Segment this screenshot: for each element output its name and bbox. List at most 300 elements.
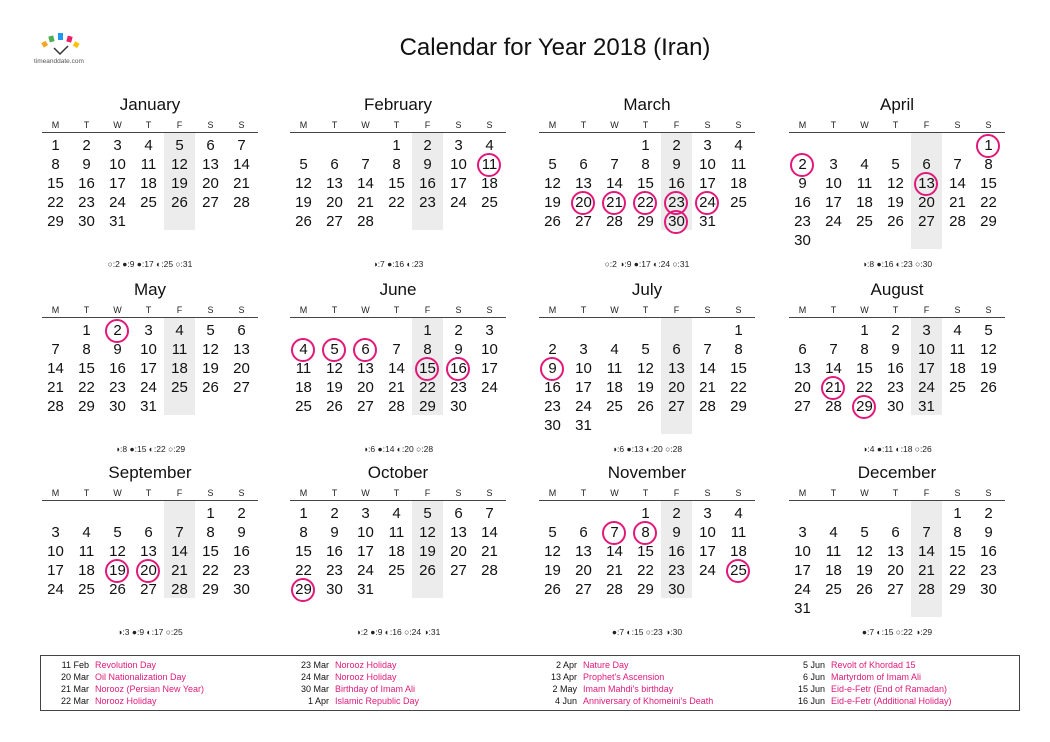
holiday-name: Islamic Republic Day bbox=[335, 696, 420, 706]
weekday-label: W bbox=[860, 488, 869, 498]
day-cell: 10 bbox=[825, 175, 842, 192]
day-cell: 14 bbox=[606, 175, 623, 192]
day-cell: 19 bbox=[419, 543, 436, 560]
day-cell: 11 bbox=[171, 341, 188, 358]
day-cell: 2 bbox=[330, 505, 339, 522]
header-divider bbox=[290, 317, 506, 318]
day-cell: 23 bbox=[450, 379, 467, 396]
day-cell: 21 bbox=[606, 194, 623, 211]
day-cell: 22 bbox=[388, 194, 405, 211]
day-cell: 8 bbox=[392, 156, 401, 173]
weekday-label: M bbox=[299, 488, 308, 498]
day-cell: 18 bbox=[949, 360, 966, 377]
day-cell: 12 bbox=[171, 156, 188, 173]
day-cell: 3 bbox=[113, 137, 122, 154]
weekday-label: S bbox=[704, 120, 711, 130]
day-cell: 13 bbox=[450, 524, 467, 541]
day-cell: 28 bbox=[233, 194, 250, 211]
weekday-label: M bbox=[548, 488, 557, 498]
weekday-label: W bbox=[361, 305, 370, 315]
day-cell: 20 bbox=[575, 194, 592, 211]
day-cell: 27 bbox=[450, 562, 467, 579]
holiday-column bbox=[537, 659, 713, 707]
weekday-label: S bbox=[704, 488, 711, 498]
day-cell: 11 bbox=[140, 156, 157, 173]
day-cell: 6 bbox=[579, 156, 588, 173]
day-cell: 4 bbox=[734, 505, 743, 522]
day-cell: 9 bbox=[672, 524, 681, 541]
day-cell: 8 bbox=[641, 524, 650, 541]
month-name: January bbox=[119, 95, 181, 114]
day-cell: 9 bbox=[237, 524, 246, 541]
day-cell: 17 bbox=[825, 194, 842, 211]
day-cell: 22 bbox=[980, 194, 997, 211]
day-cell: 14 bbox=[825, 360, 842, 377]
day-cell: 6 bbox=[922, 156, 931, 173]
holiday-date: 6 Jun bbox=[802, 672, 825, 682]
day-cell: 21 bbox=[606, 562, 623, 579]
day-cell: 12 bbox=[419, 524, 436, 541]
day-cell: 17 bbox=[794, 562, 811, 579]
month-name: July bbox=[631, 280, 663, 299]
holiday-column bbox=[785, 659, 952, 707]
day-cell: 15 bbox=[637, 175, 654, 192]
day-cell: 5 bbox=[423, 505, 432, 522]
day-cell: 31 bbox=[140, 398, 157, 415]
day-cell: 30 bbox=[109, 398, 126, 415]
day-cell: 9 bbox=[454, 341, 463, 358]
day-cell: 23 bbox=[668, 194, 685, 211]
header-divider bbox=[789, 132, 1005, 133]
header-divider bbox=[42, 317, 258, 318]
header-divider bbox=[539, 500, 755, 501]
weekday-label: S bbox=[455, 488, 462, 498]
weekday-label: T bbox=[580, 305, 587, 315]
month-name: August bbox=[870, 280, 924, 299]
day-cell: 30 bbox=[668, 581, 685, 598]
day-cell: 6 bbox=[206, 137, 215, 154]
weekday-label: T bbox=[580, 488, 587, 498]
day-cell: 2 bbox=[672, 505, 681, 522]
day-cell: 1 bbox=[860, 322, 869, 339]
holiday-name: Oil Nationalization Day bbox=[95, 672, 187, 682]
day-cell: 2 bbox=[548, 341, 557, 358]
month-name: September bbox=[108, 463, 192, 482]
holiday-name: Revolution Day bbox=[95, 660, 157, 670]
day-cell: 15 bbox=[388, 175, 405, 192]
day-cell: 14 bbox=[388, 360, 405, 377]
weekday-label: S bbox=[735, 488, 742, 498]
weekday-label: T bbox=[830, 120, 837, 130]
day-cell: 19 bbox=[887, 194, 904, 211]
weekday-label: F bbox=[673, 488, 680, 498]
weekday-label: W bbox=[113, 120, 122, 130]
day-cell: 12 bbox=[202, 341, 219, 358]
day-cell: 19 bbox=[326, 379, 343, 396]
day-cell: 10 bbox=[450, 156, 467, 173]
day-cell: 10 bbox=[575, 360, 592, 377]
day-cell: 9 bbox=[82, 156, 91, 173]
day-cell: 20 bbox=[326, 194, 343, 211]
day-cell: 17 bbox=[109, 175, 126, 192]
day-cell: 6 bbox=[454, 505, 463, 522]
day-cell: 16 bbox=[980, 543, 997, 560]
holiday-entry bbox=[49, 671, 204, 683]
day-cell: 25 bbox=[140, 194, 157, 211]
day-cell: 26 bbox=[295, 213, 312, 230]
day-cell: 7 bbox=[392, 341, 401, 358]
holiday-name: Norooz Holiday bbox=[335, 660, 397, 670]
day-cell: 19 bbox=[544, 194, 561, 211]
day-cell: 27 bbox=[668, 398, 685, 415]
weekday-label: W bbox=[860, 305, 869, 315]
day-cell: 3 bbox=[922, 322, 931, 339]
header-divider bbox=[539, 132, 755, 133]
day-cell: 18 bbox=[171, 360, 188, 377]
weekday-label: T bbox=[145, 305, 152, 315]
day-cell: 7 bbox=[237, 137, 246, 154]
day-cell: 14 bbox=[949, 175, 966, 192]
weekday-label: S bbox=[985, 488, 992, 498]
weekday-label: T bbox=[393, 488, 400, 498]
day-cell: 6 bbox=[672, 341, 681, 358]
day-cell: 8 bbox=[82, 341, 91, 358]
header-divider bbox=[290, 500, 506, 501]
day-cell: 25 bbox=[949, 379, 966, 396]
day-cell: 7 bbox=[175, 524, 184, 541]
day-cell: 24 bbox=[575, 398, 592, 415]
holiday-column bbox=[49, 659, 204, 707]
day-cell: 8 bbox=[51, 156, 60, 173]
weekday-label: M bbox=[299, 305, 308, 315]
holiday-entry bbox=[785, 659, 952, 671]
moon-phases: ◑:8 ●:16 ◐:23 ○:30 bbox=[861, 259, 933, 269]
day-cell: 15 bbox=[47, 175, 64, 192]
day-cell: 13 bbox=[202, 156, 219, 173]
weekday-label: T bbox=[331, 305, 338, 315]
day-cell: 4 bbox=[144, 137, 153, 154]
day-cell: 6 bbox=[579, 524, 588, 541]
day-cell: 3 bbox=[798, 524, 807, 541]
day-cell: 11 bbox=[606, 360, 623, 377]
day-cell: 26 bbox=[544, 581, 561, 598]
holiday-name: Eid-e-Fetr (End of Ramadan) bbox=[831, 684, 948, 694]
day-cell: 3 bbox=[454, 137, 463, 154]
day-cell: 11 bbox=[388, 524, 405, 541]
day-cell: 8 bbox=[984, 156, 993, 173]
holiday-date: 1 Apr bbox=[307, 696, 329, 706]
day-cell: 12 bbox=[980, 341, 997, 358]
day-cell: 9 bbox=[113, 341, 122, 358]
day-cell: 7 bbox=[485, 505, 494, 522]
holiday-entry bbox=[785, 695, 952, 707]
day-cell: 17 bbox=[357, 543, 374, 560]
month-name: May bbox=[133, 280, 167, 299]
day-cell: 4 bbox=[860, 156, 869, 173]
logo-text: timeanddate.com bbox=[34, 58, 84, 65]
day-cell: 1 bbox=[984, 137, 993, 154]
day-cell: 25 bbox=[171, 379, 188, 396]
day-cell: 11 bbox=[295, 360, 312, 377]
day-cell: 10 bbox=[699, 524, 716, 541]
holiday-date: 16 Jun bbox=[797, 696, 825, 706]
day-cell: 17 bbox=[699, 543, 716, 560]
day-cell: 1 bbox=[206, 505, 215, 522]
day-cell: 14 bbox=[233, 156, 250, 173]
weekday-label: M bbox=[798, 488, 807, 498]
day-cell: 26 bbox=[887, 213, 904, 230]
day-cell: 26 bbox=[326, 398, 343, 415]
day-cell: 8 bbox=[206, 524, 215, 541]
header-divider bbox=[42, 132, 258, 133]
weekday-label: M bbox=[798, 305, 807, 315]
day-cell: 6 bbox=[891, 524, 900, 541]
day-cell: 21 bbox=[357, 194, 374, 211]
day-cell: 7 bbox=[953, 156, 962, 173]
day-cell: 3 bbox=[703, 137, 712, 154]
holiday-name: Anniversary of Khomeini's Death bbox=[583, 696, 714, 706]
day-cell: 16 bbox=[233, 543, 250, 560]
day-cell: 14 bbox=[47, 360, 64, 377]
weekday-label: S bbox=[735, 120, 742, 130]
day-cell: 13 bbox=[575, 543, 592, 560]
day-cell: 27 bbox=[202, 194, 219, 211]
day-cell: 24 bbox=[450, 194, 467, 211]
day-cell: 31 bbox=[794, 600, 811, 617]
day-cell: 24 bbox=[357, 562, 374, 579]
holiday-date: 4 Jun bbox=[554, 696, 577, 706]
day-cell: 27 bbox=[326, 213, 343, 230]
day-cell: 26 bbox=[171, 194, 188, 211]
day-cell: 20 bbox=[140, 562, 157, 579]
holiday-name: Imam Mahdi's birthday bbox=[583, 684, 674, 694]
holiday-date: 5 Jun bbox=[802, 660, 825, 670]
day-cell: 20 bbox=[202, 175, 219, 192]
day-cell: 1 bbox=[51, 137, 60, 154]
day-cell: 4 bbox=[953, 322, 962, 339]
day-cell: 20 bbox=[233, 360, 250, 377]
day-cell: 5 bbox=[548, 524, 557, 541]
weekday-label: F bbox=[424, 120, 431, 130]
day-cell: 18 bbox=[730, 543, 747, 560]
holiday-list bbox=[40, 655, 1020, 711]
day-cell: 12 bbox=[109, 543, 126, 560]
day-cell: 13 bbox=[887, 543, 904, 560]
day-cell: 26 bbox=[856, 581, 873, 598]
holiday-date: 22 Mar bbox=[60, 696, 89, 706]
day-cell: 25 bbox=[388, 562, 405, 579]
weekday-label: S bbox=[486, 305, 493, 315]
day-cell: 14 bbox=[171, 543, 188, 560]
moon-phases: ◑:7 ●:16 ◐:23 bbox=[372, 259, 424, 269]
day-cell: 28 bbox=[388, 398, 405, 415]
holiday-name: Revolt of Khordad 15 bbox=[831, 660, 916, 670]
day-cell: 5 bbox=[984, 322, 993, 339]
month-december bbox=[787, 463, 1007, 643]
weekday-label: W bbox=[113, 305, 122, 315]
day-cell: 19 bbox=[637, 379, 654, 396]
day-cell: 19 bbox=[544, 562, 561, 579]
day-cell: 18 bbox=[388, 543, 405, 560]
holiday-name: Eid-e-Fetr (Additional Holiday) bbox=[831, 696, 952, 706]
weekday-label: T bbox=[331, 120, 338, 130]
day-cell: 14 bbox=[606, 543, 623, 560]
weekday-label: W bbox=[610, 488, 619, 498]
month-january bbox=[40, 95, 260, 275]
day-cell: 25 bbox=[730, 194, 747, 211]
day-cell: 27 bbox=[575, 213, 592, 230]
day-cell: 2 bbox=[891, 322, 900, 339]
day-cell: 3 bbox=[361, 505, 370, 522]
month-name: April bbox=[879, 95, 914, 114]
day-cell: 1 bbox=[82, 322, 91, 339]
day-cell: 15 bbox=[78, 360, 95, 377]
weekday-label: T bbox=[83, 488, 90, 498]
day-cell: 2 bbox=[423, 137, 432, 154]
day-cell: 12 bbox=[326, 360, 343, 377]
day-cell: 15 bbox=[980, 175, 997, 192]
day-cell: 23 bbox=[233, 562, 250, 579]
weekday-label: T bbox=[892, 305, 899, 315]
day-cell: 29 bbox=[78, 398, 95, 415]
day-cell: 12 bbox=[887, 175, 904, 192]
day-cell: 22 bbox=[78, 379, 95, 396]
day-cell: 10 bbox=[699, 156, 716, 173]
day-cell: 4 bbox=[485, 137, 494, 154]
day-cell: 22 bbox=[47, 194, 64, 211]
day-cell: 17 bbox=[450, 175, 467, 192]
day-cell: 24 bbox=[140, 379, 157, 396]
day-cell: 29 bbox=[730, 398, 747, 415]
day-cell: 24 bbox=[47, 581, 64, 598]
day-cell: 6 bbox=[144, 524, 153, 541]
moon-phases: ◑:3 ●:9 ◐:17 ○:25 bbox=[117, 627, 183, 637]
holiday-date: 15 Jun bbox=[797, 684, 825, 694]
day-cell: 30 bbox=[668, 213, 685, 230]
day-cell: 26 bbox=[419, 562, 436, 579]
header-divider bbox=[290, 132, 506, 133]
day-cell: 21 bbox=[481, 543, 498, 560]
moon-phases: ◑:2 ●:9 ◐:16 ○:24 ◑:31 bbox=[355, 627, 441, 637]
day-cell: 4 bbox=[610, 341, 619, 358]
day-cell: 11 bbox=[730, 156, 747, 173]
weekday-label: F bbox=[673, 120, 680, 130]
weekday-label: T bbox=[393, 305, 400, 315]
holiday-entry bbox=[537, 683, 713, 695]
holiday-name: Birthday of Imam Ali bbox=[335, 684, 416, 694]
day-cell: 18 bbox=[606, 379, 623, 396]
day-cell: 16 bbox=[326, 543, 343, 560]
weekday-label: T bbox=[83, 120, 90, 130]
moon-phases: ●:7 ◐:15 ○:22 ◑:29 bbox=[861, 627, 933, 637]
day-cell: 21 bbox=[47, 379, 64, 396]
day-cell: 16 bbox=[668, 543, 685, 560]
holiday-entry bbox=[289, 659, 419, 671]
holiday-entry bbox=[289, 671, 419, 683]
holiday-entry bbox=[537, 695, 713, 707]
day-cell: 28 bbox=[481, 562, 498, 579]
weekday-label: F bbox=[424, 305, 431, 315]
month-november bbox=[537, 463, 757, 643]
day-cell: 28 bbox=[699, 398, 716, 415]
day-cell: 26 bbox=[202, 379, 219, 396]
day-cell: 19 bbox=[856, 562, 873, 579]
weekday-label: S bbox=[238, 120, 245, 130]
day-cell: 11 bbox=[856, 175, 873, 192]
weekday-label: S bbox=[207, 305, 214, 315]
moon-phases: ○:2 ◑:9 ●:17 ◐:24 ○:31 bbox=[604, 259, 690, 269]
day-cell: 18 bbox=[140, 175, 157, 192]
day-cell: 22 bbox=[295, 562, 312, 579]
day-cell: 20 bbox=[575, 562, 592, 579]
day-cell: 12 bbox=[856, 543, 873, 560]
day-cell: 9 bbox=[891, 341, 900, 358]
weekday-label: W bbox=[610, 120, 619, 130]
day-cell: 18 bbox=[825, 562, 842, 579]
day-cell: 17 bbox=[918, 360, 935, 377]
day-cell: 7 bbox=[610, 156, 619, 173]
weekday-label: F bbox=[176, 305, 183, 315]
day-cell: 15 bbox=[637, 543, 654, 560]
day-cell: 17 bbox=[575, 379, 592, 396]
weekday-label: S bbox=[704, 305, 711, 315]
day-cell: 28 bbox=[357, 213, 374, 230]
day-cell: 15 bbox=[295, 543, 312, 560]
moon-phases: ●:7 ◐:15 ○:23 ◑:30 bbox=[611, 627, 683, 637]
weekday-label: S bbox=[238, 488, 245, 498]
day-cell: 1 bbox=[423, 322, 432, 339]
holiday-entry bbox=[289, 695, 419, 707]
day-cell: 29 bbox=[637, 213, 654, 230]
day-cell: 5 bbox=[891, 156, 900, 173]
month-name: March bbox=[623, 95, 671, 114]
holiday-date: 13 Apr bbox=[550, 672, 577, 682]
moon-phases: ○:2 ●:9 ●:17 ◐:25 ○:31 bbox=[107, 259, 193, 269]
day-cell: 1 bbox=[392, 137, 401, 154]
weekday-label: T bbox=[642, 305, 649, 315]
day-cell: 28 bbox=[47, 398, 64, 415]
weekday-label: F bbox=[424, 488, 431, 498]
day-cell: 26 bbox=[544, 213, 561, 230]
day-cell: 22 bbox=[419, 379, 436, 396]
day-cell: 26 bbox=[109, 581, 126, 598]
day-cell: 16 bbox=[109, 360, 126, 377]
moon-phases: ◑:6 ●:13 ◐:20 ○:28 bbox=[611, 444, 683, 454]
day-cell: 23 bbox=[419, 194, 436, 211]
month-september bbox=[40, 463, 260, 643]
holiday-date: 20 Mar bbox=[60, 672, 89, 682]
day-cell: 16 bbox=[887, 360, 904, 377]
day-cell: 9 bbox=[672, 156, 681, 173]
holiday-date: 2 Apr bbox=[555, 660, 577, 670]
day-cell: 8 bbox=[860, 341, 869, 358]
day-cell: 20 bbox=[887, 562, 904, 579]
day-cell: 14 bbox=[918, 543, 935, 560]
day-cell: 22 bbox=[637, 562, 654, 579]
day-cell: 21 bbox=[388, 379, 405, 396]
weekday-label: W bbox=[361, 488, 370, 498]
day-cell: 2 bbox=[984, 505, 993, 522]
day-cell: 9 bbox=[798, 175, 807, 192]
weekday-label: T bbox=[892, 488, 899, 498]
weekday-label: S bbox=[207, 488, 214, 498]
day-cell: 25 bbox=[730, 562, 747, 579]
weekday-label: M bbox=[798, 120, 807, 130]
day-cell: 9 bbox=[984, 524, 993, 541]
day-cell: 11 bbox=[78, 543, 95, 560]
day-cell: 13 bbox=[357, 360, 374, 377]
holiday-entry bbox=[537, 671, 713, 683]
